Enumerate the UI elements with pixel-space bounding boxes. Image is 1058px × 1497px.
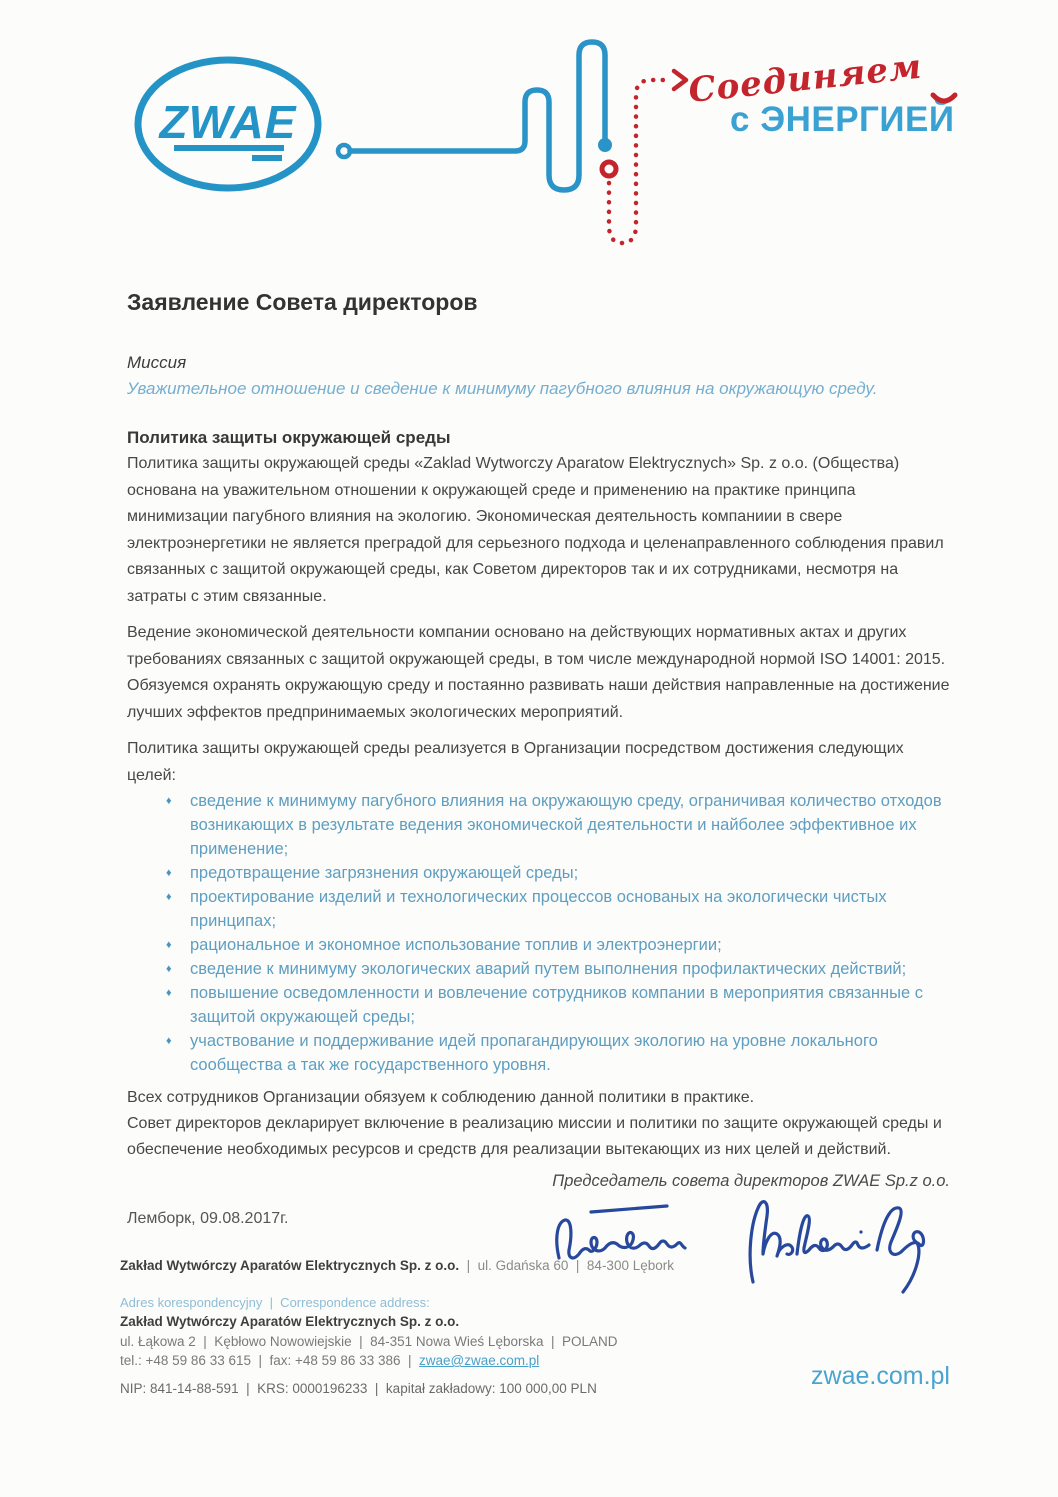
red-node-circle: [602, 162, 616, 176]
footer-company-address: | ul. Gdańska 60 | 84-300 Lębork: [459, 1258, 674, 1273]
bullet-text: сведение к минимуму пагубного влияния на окружающую среду, ограничивая количество отходов возникающих в результате ведения экономической деятельности и найболее эффективное их применение;: [190, 792, 942, 858]
connection-lineart: [330, 35, 700, 265]
mission-label: Миссия: [127, 353, 187, 372]
diamond-bullet-icon: ♦: [166, 795, 172, 807]
list-item: [166, 861, 950, 885]
list-item: [166, 957, 950, 981]
bullet-text: проектирование изделий и технологических процессов основаных на экологически чистых принципах;: [190, 888, 887, 930]
policy-heading: Политика защиты окружающей среды: [127, 428, 451, 447]
list-item: [166, 789, 950, 861]
wire-path: [350, 42, 605, 190]
red-breve-accent-icon: [930, 92, 958, 108]
diamond-bullet-icon: ♦: [166, 987, 172, 999]
diamond-bullet-icon: ♦: [166, 939, 172, 951]
closing-block: [127, 1085, 950, 1163]
correspondence-address: ul. Łąkowa 2 | Kębłowo Nowowiejskie | 84-351 Nowa Wieś Lęborska | POLAND: [120, 1334, 618, 1349]
diamond-bullet-icon: ♦: [166, 963, 172, 975]
diamond-bullet-icon: ♦: [166, 1035, 172, 1047]
red-dotted-path: [609, 80, 670, 243]
policy-paragraph-3: Политика защиты окружающей среды реализуется в Организации посредством достижения следующих целей:: [127, 740, 904, 784]
list-item: [166, 885, 950, 933]
correspondence-label: Adres korespondencyjny | Correspondence address:: [120, 1295, 430, 1310]
bullet-text: сведение к минимуму экологических аварий путем выполнения профилактических действий;: [190, 960, 907, 978]
correspondence-company: Zakład Wytwórczy Aparatów Elektrycznych Sp. z o.o.: [120, 1314, 460, 1329]
signature-overbar: [591, 1206, 667, 1212]
signatory-title: Председатель совета директоров ZWAE Sp.z o.o.: [552, 1172, 950, 1190]
website-link[interactable]: zwae.com.pl: [811, 1362, 950, 1390]
list-item: [166, 933, 950, 957]
closing-paragraph-1: Всех сотрудников Организации обязуем к соблюдению данной политики в практике.: [127, 1089, 755, 1106]
diamond-bullet-icon: ♦: [166, 867, 172, 879]
bullet-text: повышение осведомленности и вовлечение сотрудников компании в мероприятия связанные с защитой окружающей среды;: [190, 984, 924, 1026]
logo-text: ZWAE: [159, 96, 297, 148]
arrow-icon: [674, 71, 686, 89]
bullet-text: участвование и поддерживание идей пропагандирующих экологию на уровне локального сообщества а так же государственного уровня.: [190, 1032, 878, 1074]
tagline-bold-text: с ЭНЕРГИЕЙ: [730, 100, 955, 139]
bullet-text: рациональное и экономное использование топлив и электроэнергии;: [190, 936, 722, 954]
wire-end-dot: [598, 138, 612, 152]
diamond-bullet-icon: ♦: [166, 891, 172, 903]
goals-list: [127, 789, 950, 1077]
signature-handwriting: [545, 1186, 965, 1301]
list-item: [166, 1029, 950, 1077]
page-title: Заявление Совета директоров: [127, 289, 478, 315]
list-item: [166, 981, 950, 1029]
email-link[interactable]: zwae@zwae.com.pl: [419, 1353, 540, 1368]
date-place: Лемборк, 09.08.2017г.: [127, 1210, 289, 1227]
letter-body: [127, 288, 950, 1163]
footer-company-name: Zakład Wytwórczy Aparatów Elektrycznych Sp. z o.o.: [120, 1258, 460, 1273]
tagline-script: Соединяем: [686, 46, 925, 111]
policy-paragraph-1: Политика защиты окружающей среды «Zaklad Wytworczy Aparatow Elektrycznych» Sp. z o.o. (Общества) основана на уважительном отношении к окружающей среде и применению на практике принципа минимизации пагубного влияния на экологию. Экономическая деятельность компаниии в свере электроэнергетики не является преградой для серьезного подхода и целенаправленного соблюдения правил связанных с защитой окружающей среды, как Советом директоров так и их сотрудниками, несмотря на затраты с этим связанные.: [127, 455, 944, 605]
closing-paragraph-2: Совет директоров декларирует включение в реализацию миссии и политики по защите окружающей среды и обеспечение необходимых ресурсов и средств для реализации вытекающих из них целей и действий.: [127, 1115, 942, 1158]
zwae-logo: [128, 52, 328, 202]
phone-fax-text: tel.: +48 59 86 33 615 | fax: +48 59 86 33 386 |: [120, 1353, 419, 1368]
registry-line: NIP: 841-14-88-591 | KRS: 0000196233 | kapitał zakładowy: 100 000,00 PLN: [120, 1381, 597, 1396]
footer-company-line: [120, 1258, 674, 1273]
policy-paragraph-2: Ведение экономической деятельности компании основано на действующих нормативных актах и других требованиях связанных с защитой окружающей среды, в том числе международной нормой ISO 14001: 2015. Обязуемся охранять окружающую среду и постаянно развивать наши действия направленные на достижение лучших эффектов предпринимаемых экологических мероприятий.: [127, 624, 950, 721]
contact-line: [120, 1353, 539, 1368]
tagline-bold: [730, 100, 955, 140]
mission-text: Уважительное отношение и сведение к минимуму пагубного влияния на окружающую среду.: [127, 379, 878, 398]
bullet-text: предотвращение загрязнения окружающей среды;: [190, 864, 579, 882]
